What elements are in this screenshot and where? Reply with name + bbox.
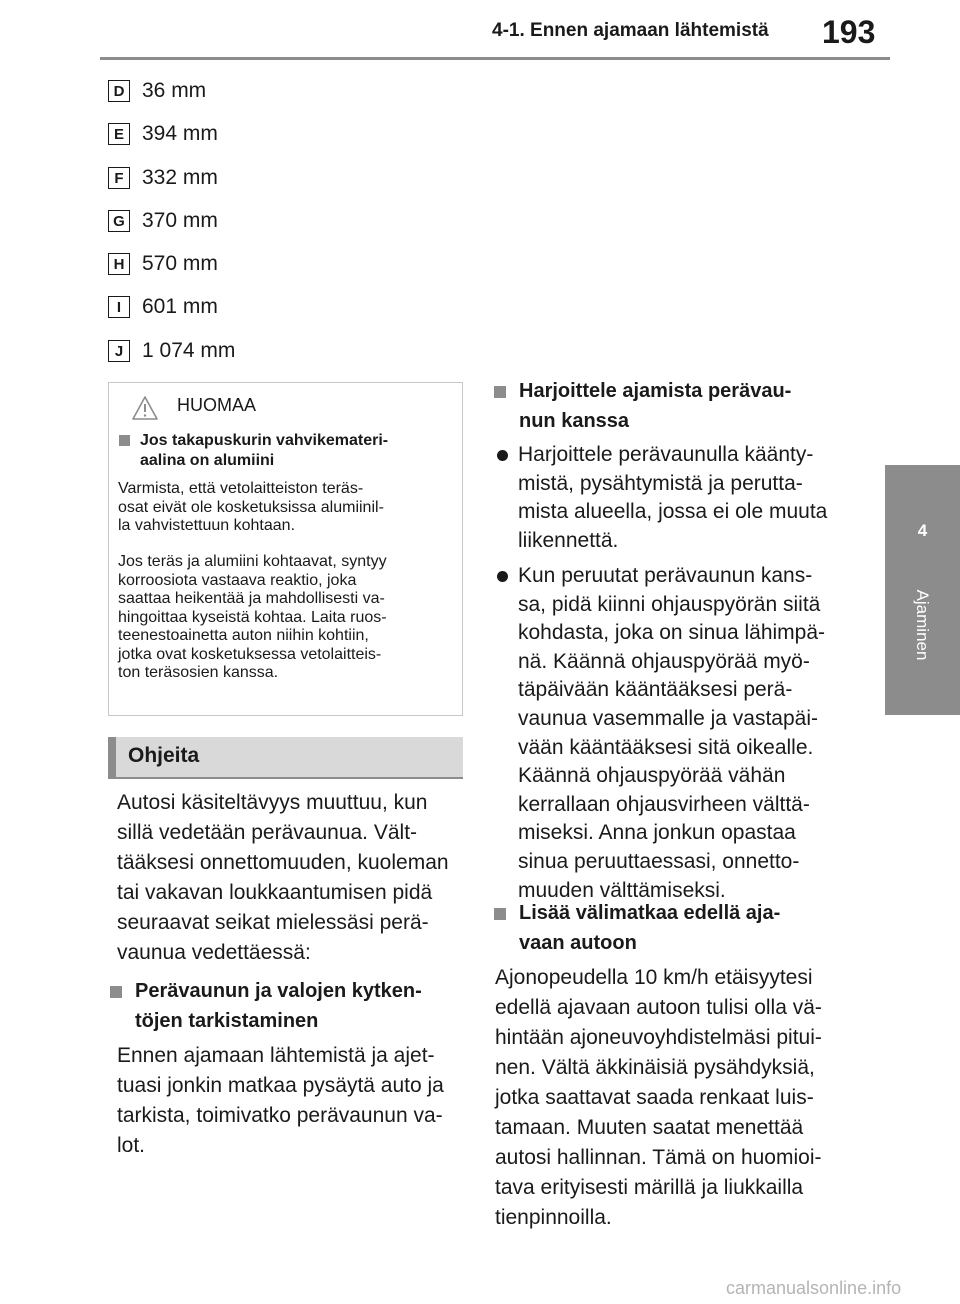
header-divider xyxy=(100,57,890,60)
list-item xyxy=(495,441,860,555)
list-item-text: Kun peruutat perävaunun kans- sa, pidä kiinni ohjauspyörän siitä kohdasta, joka on sinua lähimpä- nä. Käännä ohjauspyörää myö- täpäivään kääntääksesi perä- vaunua vasemmalle ja vastapäi- vään kääntääksesi sitä oikealle. Käännä ohjauspyörää vähän kerrallaan ohjausvirheen välttä- miseksi. Anna jonkun opastaa sinua peruuttaessasi, onnetto- muuden välttämiseksi. xyxy=(518,564,826,902)
watermark: carmanualsonline.info xyxy=(726,1278,902,1298)
dimension-value: 36 mm xyxy=(142,79,207,102)
dimension-row-f xyxy=(108,164,218,192)
chapter-label: Ajaminen xyxy=(913,589,932,661)
chapter-number: 4 xyxy=(917,521,928,540)
list-item xyxy=(495,562,860,905)
practice-heading xyxy=(494,376,854,436)
page-number: 193 xyxy=(822,14,876,50)
check-heading-text: Perävaunun ja valojen kytken- töjen tarkistaminen xyxy=(135,980,422,1032)
notice-box xyxy=(108,382,463,716)
dimension-row-e xyxy=(108,120,218,148)
dimension-row-h xyxy=(108,250,218,278)
section-title: 4-1. Ennen ajamaan lähtemistä xyxy=(492,20,769,41)
dimension-key: H xyxy=(108,253,130,275)
dimension-value: 394 mm xyxy=(142,122,218,145)
notice-title: HUOMAA xyxy=(177,395,257,415)
dimension-key: J xyxy=(108,340,130,362)
square-bullet-icon xyxy=(494,386,506,398)
dimension-value: 570 mm xyxy=(142,252,218,275)
notice-heading xyxy=(119,431,454,471)
dimension-key: D xyxy=(108,80,130,102)
dimension-value: 332 mm xyxy=(142,166,218,189)
dimension-value: 370 mm xyxy=(142,209,218,232)
distance-heading-text: Lisää välimatkaa edellä aja- vaan autoon xyxy=(519,902,781,954)
bullet-dot-icon xyxy=(497,571,508,582)
dimension-row-d xyxy=(108,77,206,105)
intro-paragraph: Autosi käsiteltävyys muuttuu, kun sillä vedetään perävaunua. Vält- tääksesi onnettomuuden, kuoleman tai vakavan loukkaantumisen pidä seuraavat seikat mielessäsi perä- vaunua vedettäessä: xyxy=(117,791,449,964)
dimension-key: I xyxy=(108,296,130,318)
notice-heading-text: Jos takapuskurin vahvikemateri- aalina on alumiini xyxy=(140,432,389,469)
dimension-value: 1 074 mm xyxy=(142,339,236,362)
dimension-row-g xyxy=(108,207,218,235)
dimension-key: E xyxy=(108,123,130,145)
dimension-value: 601 mm xyxy=(142,295,218,318)
section-heading: Ohjeita xyxy=(128,744,200,767)
section-header-bar xyxy=(108,737,463,779)
practice-heading-text: Harjoittele ajamista perävau- nun kanssa xyxy=(519,380,792,432)
distance-paragraph: Ajonopeudella 10 km/h etäisyytesi edellä ajavaan autoon tulisi olla vä- hintään ajoneuvoyhdistelmäsi pitui- nen. Vältä äkkinäisiä pysähdyksiä, jotka saattavat saada renkaat luis- tamaan. Muuten saatat menettää autosi hallinnan. Tämä on huomioi- tava erityisesti märillä ja liukkailla tienpinnoilla. xyxy=(495,966,822,1229)
distance-heading xyxy=(494,898,854,958)
chapter-tab[interactable] xyxy=(885,465,960,715)
dimension-key: F xyxy=(108,167,130,189)
bullet-dot-icon xyxy=(497,450,508,461)
notice-paragraph: Jos teräs ja alumiini kohtaavat, syntyy korroosiota vastaava reaktio, joka saattaa heikentää ja mahdollisesti va- hingoittaa kyseistä kohtaa. Laita ruos- teenestoainetta auton niihin kohtiin, jotka ovat kosketuksessa vetolaitteis- ton teräsosien kanssa. xyxy=(118,553,387,681)
dimension-row-i xyxy=(108,293,218,321)
square-bullet-icon xyxy=(110,986,122,998)
dimension-key: G xyxy=(108,210,130,232)
section-accent xyxy=(108,737,116,779)
dimension-row-j xyxy=(108,337,235,365)
list-item-text: Harjoittele perävaunulla käänty- mistä, pysähtymistä ja perutta- mista alueella, jossa ei ole muuta liikennettä. xyxy=(518,443,828,552)
warning-triangle-icon xyxy=(131,395,159,421)
square-bullet-icon xyxy=(119,435,130,446)
square-bullet-icon xyxy=(494,908,506,920)
notice-paragraph: Varmista, että vetolaitteiston teräs- osat eivät ole kosketuksissa alumiinil- la vahvistettuun kohtaan. xyxy=(118,480,384,534)
check-paragraph: Ennen ajamaan lähtemistä ja ajet- tuasi jonkin matkaa pysäytä auto ja tarkista, toimivatko perävaunun va- lot. xyxy=(117,1044,444,1157)
check-heading xyxy=(110,976,465,1036)
